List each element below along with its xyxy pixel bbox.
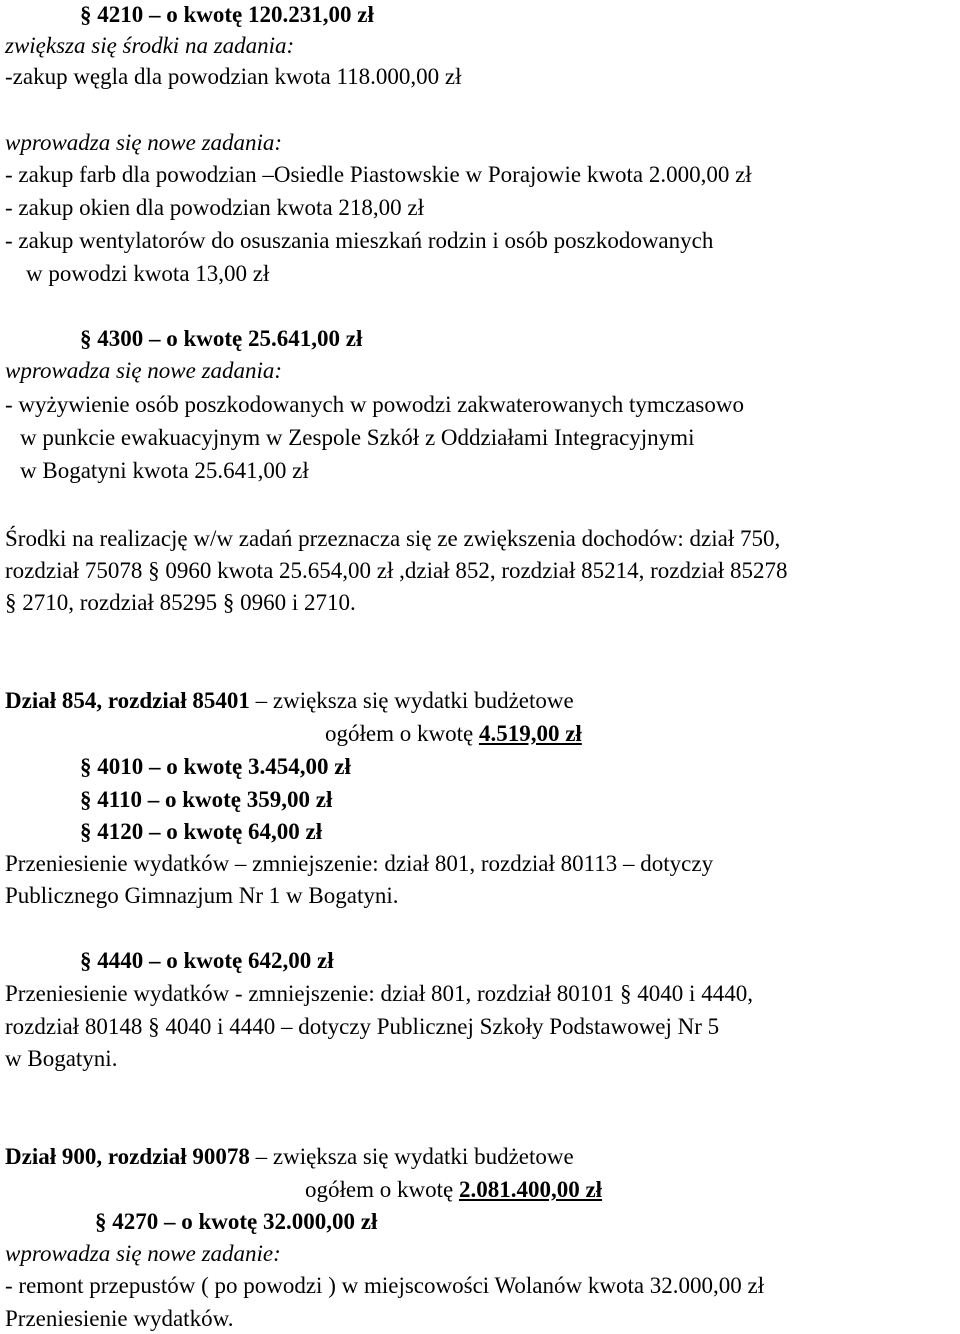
funding-source-line1: Środki na realizację w/w zadań przeznacza się ze zwiększenia dochodów: dział 750,: [5, 526, 781, 551]
dzial-854-total: [325, 719, 582, 749]
task-meals-line1: - wyżywienie osób poszkodowanych w powodzi zakwaterowanych tymczasowo: [5, 392, 744, 417]
dzial-854-total-label: ogółem o kwotę: [325, 721, 479, 746]
task-fans-purchase-cont: w powodzi kwota 13,00 zł: [26, 261, 270, 286]
task-meals-line3: w Bogatyni kwota 25.641,00 zł: [20, 458, 309, 483]
task-coal-purchase: -zakup węgla dla powodzian kwota 118.000,00 zł: [5, 64, 462, 89]
paragraph-4210-heading: § 4210 – o kwotę 120.231,00 zł: [80, 2, 374, 27]
new-tasks-label: wprowadza się nowe zadania:: [5, 130, 283, 155]
task-paint-purchase: - zakup farb dla powodzian –Osiedle Piastowskie w Porajowie kwota 2.000,00 zł: [5, 162, 752, 187]
paragraph-4120: § 4120 – o kwotę 64,00 zł: [80, 819, 323, 844]
dzial-900-total-value: 2.081.400,00 zł: [458, 1177, 603, 1202]
dzial-900-total-label: ogółem o kwotę: [305, 1177, 459, 1202]
paragraph-4440: § 4440 – o kwotę 642,00 zł: [80, 948, 334, 973]
transfer-final: Przeniesienie wydatków.: [5, 1306, 234, 1331]
task-windows-purchase: - zakup okien dla powodzian kwota 218,00 zł: [5, 195, 424, 220]
paragraph-4270: § 4270 – o kwotę 32.000,00 zł: [95, 1209, 378, 1234]
transfer-801-80101-line1: Przeniesienie wydatków - zmniejszenie: dział 801, rozdział 80101 § 4040 i 4440,: [5, 981, 753, 1006]
transfer-801-80101-line2: rozdział 80148 § 4040 i 4440 – dotyczy Publicznej Szkoły Podstawowej Nr 5: [5, 1014, 720, 1039]
task-fans-purchase: - zakup wentylatorów do osuszania mieszkań rodzin i osób poszkodowanych: [5, 228, 714, 253]
transfer-801-80113-line1: Przeniesienie wydatków – zmniejszenie: dział 801, rozdział 80113 – dotyczy: [5, 851, 714, 876]
dzial-900-total: [305, 1175, 602, 1205]
dzial-854-action: – zwiększa się wydatki budżetowe: [249, 688, 574, 713]
task-culvert-repair: - remont przepustów ( po powodzi ) w miejscowości Wolanów kwota 32.000,00 zł: [5, 1273, 765, 1298]
transfer-801-80113-line2: Publicznego Gimnazjum Nr 1 w Bogatyni.: [5, 883, 399, 908]
new-tasks-label-4300: wprowadza się nowe zadania:: [5, 358, 283, 383]
paragraph-4300-heading: § 4300 – o kwotę 25.641,00 zł: [80, 326, 363, 351]
dzial-854-title: Dział 854, rozdział 85401: [5, 688, 250, 713]
dzial-900-action: – zwiększa się wydatki budżetowe: [249, 1144, 574, 1169]
new-task-label-4270: wprowadza się nowe zadanie:: [5, 1241, 281, 1266]
dzial-854-heading: [5, 686, 574, 716]
dzial-900-title: Dział 900, rozdział 90078: [5, 1144, 250, 1169]
paragraph-4010: § 4010 – o kwotę 3.454,00 zł: [80, 754, 351, 779]
increase-funds-label: zwiększa się środki na zadania:: [5, 33, 295, 58]
transfer-801-80101-line3: w Bogatyni.: [5, 1046, 118, 1071]
funding-source-line2: rozdział 75078 § 0960 kwota 25.654,00 zł ,dział 852, rozdział 85214, rozdział 85278: [5, 558, 788, 583]
dzial-854-total-value: 4.519,00 zł: [478, 721, 582, 746]
task-meals-line2: w punkcie ewakuacyjnym w Zespole Szkół z Oddziałami Integracyjnymi: [20, 425, 695, 450]
dzial-900-heading: [5, 1142, 574, 1172]
funding-source-line3: § 2710, rozdział 85295 § 0960 i 2710.: [5, 590, 356, 615]
paragraph-4110: § 4110 – o kwotę 359,00 zł: [80, 787, 333, 812]
